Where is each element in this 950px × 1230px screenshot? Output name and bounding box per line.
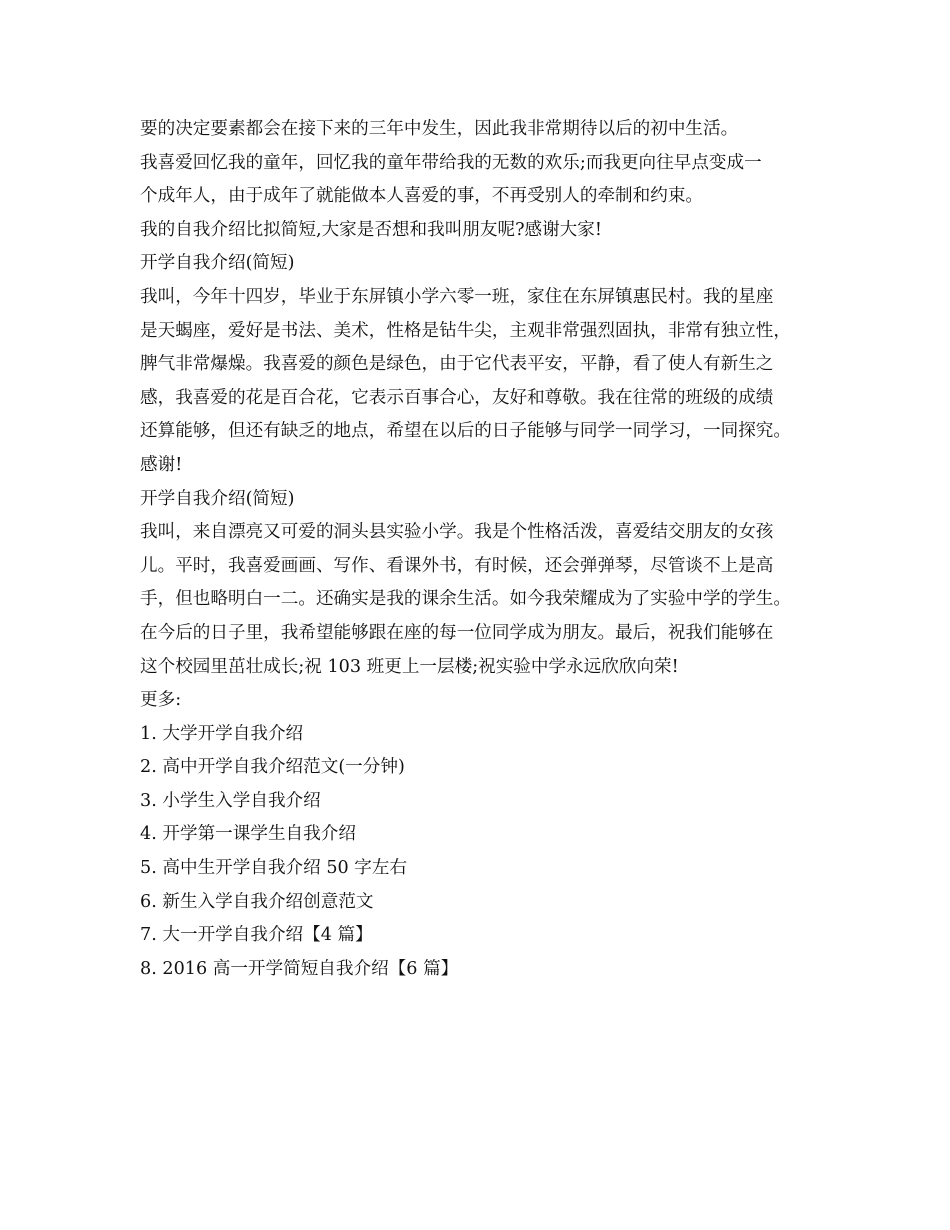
paragraph-line: 还算能够，但还有缺乏的地点，希望在以后的日子能够与同学一同学习，一同探究。 (140, 421, 791, 442)
section-heading: 开学自我介绍(简短) (140, 253, 295, 274)
more-list-item-5[interactable]: 5. 高中生开学自我介绍 50 字左右 (140, 858, 408, 879)
paragraph-line: 在今后的日子里，我希望能够跟在座的每一位同学成为朋友。最后，祝我们能够在 (140, 622, 774, 643)
paragraph-line: 手，但也略明白一二。还确实是我的课余生活。如今我荣耀成为了实验中学的学生。 (140, 589, 791, 610)
more-heading: 更多: (140, 690, 182, 711)
paragraph-line: 我的自我介绍比拟简短,大家是否想和我叫朋友呢?感谢大家! (140, 219, 602, 240)
paragraph-line: 要的决定要素都会在接下来的三年中发生，因此我非常期待以后的初中生活。 (140, 119, 739, 139)
paragraph-line: 感，我喜爱的花是百合花，它表示百事合心，友好和尊敬。我在往常的班级的成绩 (140, 387, 774, 408)
paragraph-line: 我叫，今年十四岁，毕业于东屏镇小学六零一班，家住在东屏镇惠民村。我的星座 (140, 286, 774, 307)
paragraph-line: 我叫，来自漂亮又可爱的洞头县实验小学。我是个性格活泼，喜爱结交朋友的女孩 (140, 522, 774, 543)
paragraph-line: 是天蝎座，爱好是书法、美术，性格是钻牛尖，主观非常强烈固执，非常有独立性， (140, 320, 791, 341)
more-list-item-1[interactable]: 1. 大学开学自我介绍 (140, 723, 304, 744)
more-list-item-4[interactable]: 4. 开学第一课学生自我介绍 (140, 824, 356, 845)
more-list-item-6[interactable]: 6. 新生入学自我介绍创意范文 (140, 891, 374, 912)
paragraph-line: 儿。平时，我喜爱画画、写作、看课外书，有时候，还会弹弹琴，尽管谈不上是高 (140, 555, 774, 576)
paragraph-line: 脾气非常爆燥。我喜爱的颜色是绿色，由于它代表平安，平静，看了使人有新生之 (140, 354, 774, 375)
more-list-item-7[interactable]: 7. 大一开学自我介绍【4 篇】 (140, 925, 373, 946)
more-list-item-3[interactable]: 3. 小学生入学自我介绍 (140, 790, 321, 811)
paragraph-line: 这个校园里茁壮成长;祝 103 班更上一层楼;祝实验中学永远欣欣向荣! (140, 656, 679, 677)
paragraph-line: 个成年人，由于成年了就能做本人喜爱的事，不再受别人的牵制和约束。 (140, 186, 704, 207)
more-list-item-8[interactable]: 8. 2016 高一开学简短自我介绍【6 篇】 (140, 958, 459, 979)
more-list-item-2[interactable]: 2. 高中开学自我介绍范文(一分钟) (140, 757, 405, 778)
paragraph-line: 我喜爱回忆我的童年，回忆我的童年带给我的无数的欢乐;而我更向往早点变成一 (140, 152, 762, 173)
section-heading: 开学自我介绍(简短) (140, 488, 295, 509)
document-body (140, 113, 830, 986)
paragraph-line: 感谢! (140, 454, 183, 475)
